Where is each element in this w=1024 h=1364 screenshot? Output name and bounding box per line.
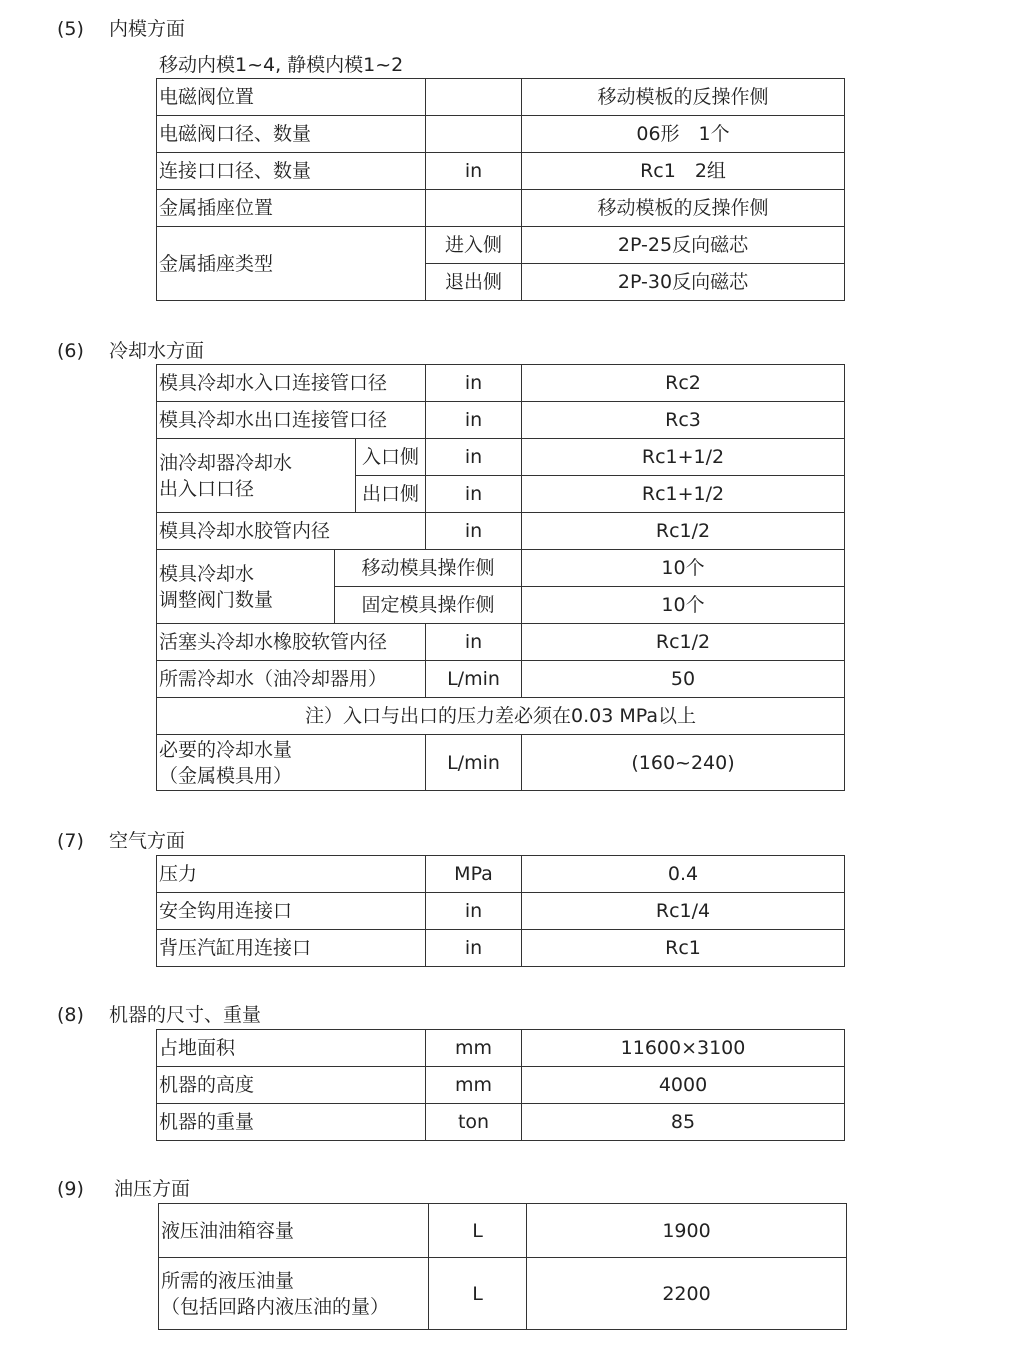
section-number: (6) [57, 340, 84, 362]
table-row [159, 1204, 847, 1258]
row-value: Rc1/2 [522, 624, 845, 661]
row-value: Rc2 [522, 365, 845, 402]
row-label-line: 模具冷却水 [159, 562, 255, 585]
row-label: 占地面积 [157, 1030, 426, 1067]
row-unit: ton [426, 1104, 522, 1141]
section-9-heading [57, 1176, 357, 1202]
row-label: 金属插座位置 [157, 190, 426, 227]
row-value: Rc3 [522, 402, 845, 439]
cooling-water-table [156, 364, 845, 791]
row-label: 机器的重量 [157, 1104, 426, 1141]
row-unit: L [429, 1204, 527, 1258]
row-value: 11600×3100 [522, 1030, 845, 1067]
row-value: Rc1+1/2 [522, 476, 845, 513]
hydraulic-table [158, 1203, 847, 1330]
section-number: (9) [57, 1178, 84, 1200]
row-label: 安全钩用连接口 [157, 893, 426, 930]
row-sub-label: 进入侧 [426, 227, 522, 264]
row-label: 连接口口径、数量 [157, 153, 426, 190]
row-value: 4000 [522, 1067, 845, 1104]
pressure-note: 注）入口与出口的压力差必须在0.03 MPa以上 [157, 698, 845, 735]
row-unit: in [426, 439, 522, 476]
row-value: 06形 1个 [522, 116, 845, 153]
row-unit: mm [426, 1030, 522, 1067]
row-unit: in [426, 513, 522, 550]
row-value: 85 [522, 1104, 845, 1141]
row-label-line: （包括回路内液压油的量） [161, 1295, 390, 1318]
row-value: Rc1 2组 [522, 153, 845, 190]
section-number: (5) [57, 18, 84, 40]
row-label: 模具冷却水入口连接管口径 [157, 365, 426, 402]
row-unit: L/min [426, 661, 522, 698]
table-row [157, 227, 845, 264]
row-label: 金属插座类型 [157, 227, 426, 301]
row-label: 活塞头冷却水橡胶软管内径 [157, 624, 426, 661]
row-unit [426, 116, 522, 153]
table-row [157, 1067, 845, 1104]
row-unit: in [426, 624, 522, 661]
row-label: 所需冷却水（油冷却器用） [157, 661, 426, 698]
row-sub-label: 入口侧 [356, 439, 426, 476]
section-title: 油压方面 [114, 1178, 191, 1200]
table-row [157, 735, 845, 791]
row-sub-label: 退出侧 [426, 264, 522, 301]
section-5-subtitle: 移动内模1~4, 静模内模1~2 [159, 54, 404, 76]
row-value: 2200 [527, 1258, 847, 1330]
table-row [157, 1104, 845, 1141]
row-unit: in [426, 476, 522, 513]
row-label: 电磁阀位置 [157, 79, 426, 116]
row-label-line: 必要的冷却水量 [159, 738, 293, 761]
row-value: 10个 [522, 550, 845, 587]
table-row [157, 930, 845, 967]
row-unit: in [426, 930, 522, 967]
row-value: 1900 [527, 1204, 847, 1258]
row-sub-label: 移动模具操作侧 [335, 550, 522, 587]
row-unit: L [429, 1258, 527, 1330]
row-value: Rc1 [522, 930, 845, 967]
row-label: 液压油油箱容量 [159, 1204, 429, 1258]
row-unit: MPa [426, 856, 522, 893]
row-value: Rc1+1/2 [522, 439, 845, 476]
table-row [157, 893, 845, 930]
row-label: 电磁阀口径、数量 [157, 116, 426, 153]
section-7-heading [57, 828, 357, 854]
row-label: 背压汽缸用连接口 [157, 930, 426, 967]
section-number: (8) [57, 1004, 84, 1026]
row-label: 模具冷却水胶管内径 [157, 513, 426, 550]
table-row [157, 698, 845, 735]
table-row [157, 439, 845, 476]
section-title: 空气方面 [109, 830, 186, 852]
row-sub-label: 固定模具操作侧 [335, 587, 522, 624]
row-value: 0.4 [522, 856, 845, 893]
table-row [157, 190, 845, 227]
row-label-line: （金属模具用） [159, 764, 293, 787]
section-5-heading [57, 16, 357, 42]
section-6-heading [57, 338, 357, 364]
table-row [157, 402, 845, 439]
row-label [159, 1258, 429, 1330]
row-unit: L/min [426, 735, 522, 791]
row-label-line: 所需的液压油量 [161, 1269, 295, 1292]
row-label-line: 调整阀门数量 [159, 588, 274, 611]
row-label [157, 439, 356, 513]
machine-size-table [156, 1029, 845, 1141]
row-unit [426, 79, 522, 116]
table-row [157, 116, 845, 153]
table-row [157, 550, 845, 587]
row-unit: mm [426, 1067, 522, 1104]
row-value: Rc1/4 [522, 893, 845, 930]
table-row [157, 365, 845, 402]
row-unit [426, 190, 522, 227]
row-label [157, 735, 426, 791]
row-value: Rc1/2 [522, 513, 845, 550]
table-row [157, 79, 845, 116]
row-label: 机器的高度 [157, 1067, 426, 1104]
air-table [156, 855, 845, 967]
row-label: 模具冷却水出口连接管口径 [157, 402, 426, 439]
row-unit: in [426, 893, 522, 930]
table-row [157, 1030, 845, 1067]
row-unit: in [426, 365, 522, 402]
row-label-line: 油冷却器冷却水 [159, 451, 293, 474]
section-title: 冷却水方面 [109, 340, 205, 362]
row-label-line: 出入口口径 [159, 477, 255, 500]
table-row [159, 1258, 847, 1330]
row-value: 2P-25反向磁芯 [522, 227, 845, 264]
table-row [157, 856, 845, 893]
section-8-heading [57, 1002, 377, 1028]
row-value: 50 [522, 661, 845, 698]
row-value: 移动模板的反操作侧 [522, 190, 845, 227]
row-unit: in [426, 402, 522, 439]
row-value: (160~240) [522, 735, 845, 791]
section-title: 内模方面 [109, 18, 186, 40]
row-label: 压力 [157, 856, 426, 893]
row-sub-label: 出口侧 [356, 476, 426, 513]
table-row [157, 624, 845, 661]
table-row [157, 153, 845, 190]
section-number: (7) [57, 830, 84, 852]
section-title: 机器的尺寸、重量 [109, 1004, 262, 1026]
row-value: 10个 [522, 587, 845, 624]
row-unit: in [426, 153, 522, 190]
table-row [157, 513, 845, 550]
inner-mold-table [156, 78, 845, 301]
row-label [157, 550, 335, 624]
row-value: 2P-30反向磁芯 [522, 264, 845, 301]
row-value: 移动模板的反操作侧 [522, 79, 845, 116]
table-row [157, 661, 845, 698]
